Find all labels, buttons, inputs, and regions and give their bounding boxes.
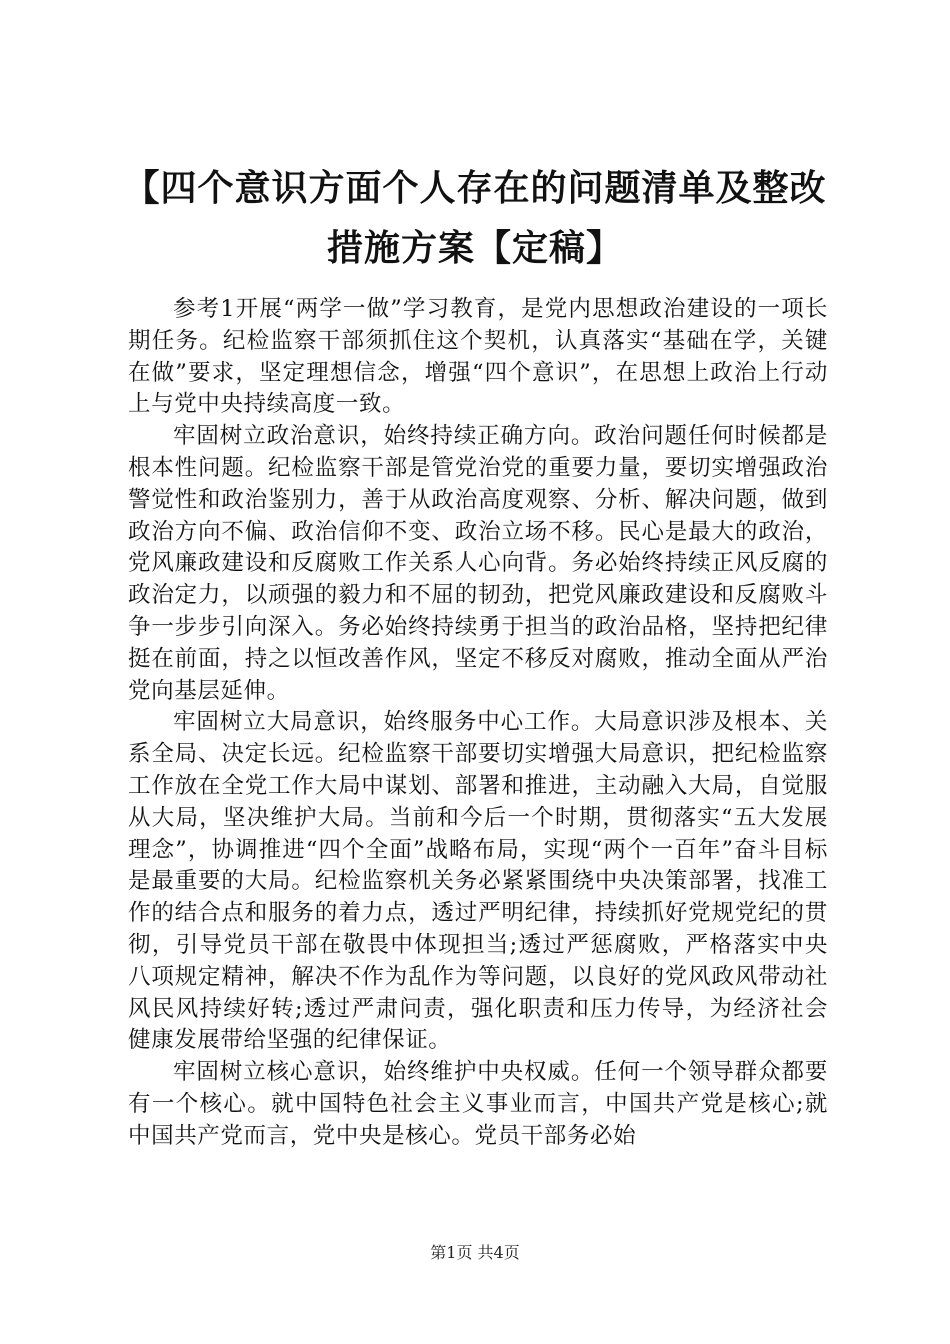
paragraph-political-awareness: 牢固树立政治意识，始终持续正确方向。政治问题任何时候都是根本性问题。纪检监察干部是管党治党的重要力量，要切实增强政治警觉性和政治鉴别力，善于从政治高度观察、分析、解决问题，做到政治方向不偏、政治信仰不变、政治立场不移。民心是最大的政治，党风廉政建设和反腐败工作关系人心向背。务必始终持续正风反腐的政治定力，以顽强的毅力和不屈的韧劲，把党风廉政建设和反腐败斗争一步步引向深入。务必始终持续勇于担当的政治品格，坚持把纪律挺在前面，持之以恒改善作风，坚定不移反对腐败，推动全面从严治党向基层延伸。 bbox=[128, 423, 828, 704]
document-body bbox=[128, 294, 828, 1153]
paragraph-overall-awareness: 牢固树立大局意识，始终服务中心工作。大局意识涉及根本、关系全局、决定长远。纪检监察干部要切实增强大局意识，把纪检监察工作放在全党工作大局中谋划、部署和推进，主动融入大局，自觉服从大局，坚决维护大局。当前和今后一个时期，贯彻落实“五大发展理念”，协调推进“四个全面”战略布局，实现“两个一百年”奋斗目标是最重要的大局。纪检监察机关务必紧紧围绕中央决策部署，找准工作的结合点和服务的着力点，透过严明纪律，持续抓好党规党纪的贯彻，引导党员干部在敬畏中体现担当;透过严惩腐败，严格落实中央八项规定精神，解决不作为乱作为等问题，以良好的党风政风带动社风民风持续好转;透过严肃问责，强化职责和压力传导，为经济社会健康发展带给坚强的纪律保证。 bbox=[128, 709, 828, 1054]
paragraph-intro: 参考1开展“两学一做”学习教育，是党内思想政治建设的一项长期任务。纪检监察干部须抓住这个契机，认真落实“基础在学，关键在做”要求，坚定理想信念，增强“四个意识”，在思想上政治上行动上与党中央持续高度一致。 bbox=[128, 296, 828, 418]
paragraph-core-awareness: 牢固树立核心意识，始终维护中央权威。任何一个领导群众都要有一个核心。就中国特色社会主义事业而言，中国共产党是核心;就中国共产党而言，党中央是核心。党员干部务必始 bbox=[128, 1059, 828, 1149]
page-number-footer: 第1页 共4页 bbox=[430, 1243, 520, 1262]
document-title: 【四个意识方面个人存在的问题清单及整改措施方案【定稿】 bbox=[123, 167, 827, 269]
